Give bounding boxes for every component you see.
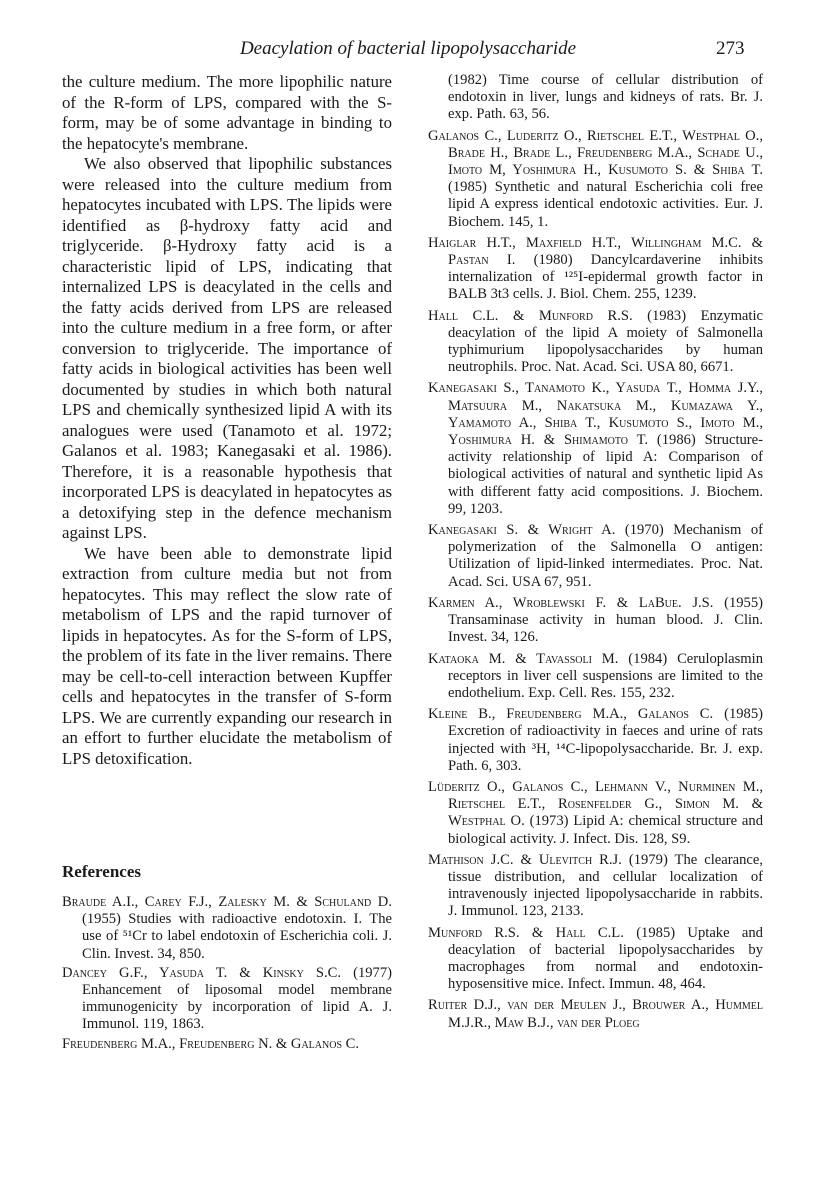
- reference-authors: Braude A.I., Carey F.J., Zalesky M. & Schuland D.: [62, 894, 392, 910]
- reference-entry: [62, 894, 392, 963]
- reference-details: (1973) Lipid A: chemical structure and biological activity. J. Infect. Dis. 128, S9.: [448, 813, 763, 847]
- reference-authors: Kanegasaki S. & Wright A.: [428, 522, 616, 539]
- reference-details: (1970) Mechanism of polymerization of the Salmonella O antigen: Utilization of lipid-linked intermediates. Proc. Nat. Acad. Sci. USA 67, 951.: [448, 522, 763, 590]
- reference-entry: [62, 965, 392, 1034]
- reference-authors: Karmen A., Wroblewski F. & LaBue. J.S.: [428, 594, 714, 611]
- reference-details: (1983) Enzymatic deacylation of the lipid A moiety of Salmonella typhimurium lipopolysaccharides by human neutrophils. Proc. Nat. Acad. Sci. USA 80, 6671.: [448, 307, 763, 376]
- reference-entry: [428, 235, 763, 304]
- reference-details: (1984) Ceruloplasmin receptors in liver cell suspensions are limited to the endothelium. Exp. Cell. Res. 155, 232.: [448, 650, 764, 701]
- body-paragraph: the culture medium. The more lipophilic nature of the R-form of LPS, compared with the S-form, may be of some advantage in binding to the hepatocyte's membrane.: [62, 72, 392, 153]
- reference-details: (1982) Time course of cellular distribution of endotoxin in liver, lungs and kidneys of rats. Br. J. exp. Path. 63, 56.: [448, 72, 763, 123]
- reference-entry: [428, 779, 763, 848]
- reference-authors: Lüderitz O., Galanos C., Lehmann V., Nurminen M., Rietschel E.T., Rosenfelder G., Simon M. & Westphal O.: [428, 778, 763, 830]
- reference-entry: [428, 651, 763, 703]
- reference-entry: [428, 380, 763, 518]
- references-heading: References: [62, 862, 141, 881]
- body-paragraph: We also observed that lipophilic substances were released into the culture medium from hepatocytes incubated with LPS. The lipids were identified as β-hydroxy fatty acid and triglyceride. β-Hydroxy fatty acid is a characteristic lipid of LPS, indicating that internalized LPS is deacylated in the cells and the fatty acids derived from LPS are released into the culture medium in a free form, or after conversion to triglyceride. The importance of fatty acids in biological activities has been well documented by studies in which both natural LPS and chemically synthesized lipid A with its analogues were used (Tanamoto et al. 1972; Galanos et al. 1983; Kanegasaki et al. 1986). Therefore, it is a reasonable hypothesis that incorporated LPS is deacylated in hepatocytes as a detoxifying step in the defence mechanism against LPS.: [62, 154, 392, 542]
- left-column: [62, 72, 392, 1055]
- reference-entry: [62, 1036, 392, 1053]
- reference-details: (1977) Enhancement of liposomal model membrane immunogenicity by incorporation of lipid A. J. Immunol. 119, 1863.: [82, 964, 392, 1033]
- reference-details: (1985) Uptake and deacylation of bacterial lipopolysaccharides by macrophages from normal and endotoxin-hyposensitive mice. Infect. Immun. 48, 464.: [448, 924, 763, 993]
- reference-details: (1986) Structure-activity relationship of lipid A: Comparison of biological activities of natural and synthetic lipid As with different fatty acid compositions. J. Biochem. 99, 1203.: [448, 432, 763, 517]
- page-number: 273: [716, 38, 745, 59]
- reference-details: (1980) Dancylcardaverine inhibits internalization of ¹²⁵I-epidermal growth factor in BALB 3t3 cells. J. Biol. Chem. 255, 1239.: [448, 252, 763, 303]
- reference-authors: Mathison J.C. & Ulevitch R.J.: [428, 851, 622, 868]
- reference-authors: Galanos C., Luderitz O., Rietschel E.T., Westphal O., Brade H., Brade L., Freudenberg M.A., Schade U., Imoto M, Yoshimura H., Kusumoto S. & Shiba T.: [428, 127, 763, 179]
- reference-entry: [428, 522, 763, 591]
- reference-entry: [428, 595, 763, 647]
- reference-authors: Kleine B., Freudenberg M.A., Galanos C.: [428, 706, 714, 723]
- reference-authors: Dancey G.F., Yasuda T. & Kinsky S.C.: [62, 964, 342, 981]
- reference-entry: [428, 706, 763, 775]
- reference-entry: [428, 852, 763, 921]
- right-column: [428, 72, 763, 1036]
- reference-authors: Hall C.L. & Munford R.S.: [428, 307, 633, 324]
- reference-details: (1955) Studies with radioactive endotoxin. I. The use of ⁵¹Cr to label endotoxin of Escherichia coli. J. Clin. Invest. 34, 850.: [82, 911, 392, 962]
- reference-details: (1955) Transaminase activity in human blood. J. Clin. Invest. 34, 126.: [448, 594, 763, 646]
- reference-authors: Kataoka M. & Tavassoli M.: [428, 650, 619, 667]
- reference-entry: [428, 925, 763, 994]
- reference-authors: Ruiter D.J., van der Meulen J., Brouwer A., Hummel M.J.R., Maw B.J., van der Ploeg: [428, 997, 763, 1031]
- reference-details: (1985) Synthetic and natural Escherichia coli free lipid A express identical endotoxic activities. Eur. J. Biochem. 145, 1.: [448, 179, 763, 230]
- reference-authors: Kanegasaki S., Tanamoto K., Yasuda T., Homma J.Y., Matsuura M., Nakatsuka M., Kumazawa Y., Yamamoto A., Shiba T., Kusumoto S., Imoto M., Yoshimura H. & Shimamoto T.: [428, 380, 763, 449]
- reference-authors: Haiglar H.T., Maxfield H.T., Willingham M.C. & Pastan I.: [428, 234, 763, 269]
- reference-authors: Freudenberg M.A., Freudenberg N. & Galanos C.: [62, 1035, 360, 1052]
- reference-entry: [428, 72, 763, 124]
- reference-details: (1979) The clearance, tissue distribution, and cellular localization of intravenously injected lipopolysaccharide in rabbits. J. Immunol. 123, 2133.: [448, 851, 763, 920]
- reference-entry: [428, 128, 763, 231]
- body-paragraph: We have been able to demonstrate lipid extraction from culture media but not from hepatocytes. This may reflect the slow rate of metabolism of LPS and the rapid turnover of lipids in hepatocytes. As for the S-form of LPS, the problem of its fate in the liver remains. There may be cell-to-cell interaction between Kupffer cells and hepatocytes in the transfer of S-form LPS. We are currently expanding our research in an effort to further elucidate the metabolism of LPS detoxification.: [62, 543, 392, 768]
- reference-entry: [428, 308, 763, 377]
- reference-entry: [428, 997, 763, 1031]
- reference-authors: Munford R.S. & Hall C.L.: [428, 924, 624, 941]
- running-header-title: Deacylation of bacterial lipopolysaccharide: [239, 38, 577, 59]
- references-list-left: [62, 894, 392, 1053]
- reference-details: (1985) Excretion of radioactivity in faeces and urine of rats injected with ³H, ¹⁴C-lipopolysaccharide. Br. J. exp. Path. 6, 303.: [448, 706, 764, 774]
